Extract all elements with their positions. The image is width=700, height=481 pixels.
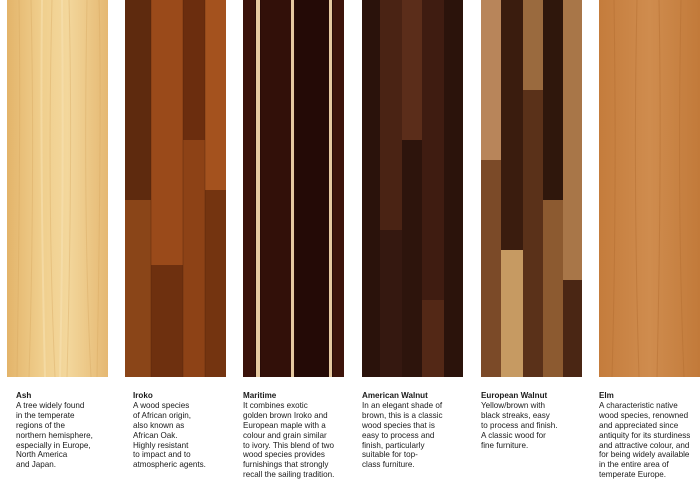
wood-description: A characteristic native wood species, renowned and appreciated since antiquity for its sturdiness and attractive colour, and for being widely available in the entire area of temperate Europe. — [599, 400, 691, 480]
iroko-swatch — [125, 0, 226, 377]
european-walnut-swatch — [481, 0, 582, 377]
maritime-caption — [243, 391, 334, 480]
wood-description: Yellow/brown with black streaks, easy to process and finish. A classic wood for fine furniture. — [481, 400, 558, 450]
wood-description: It combines exotic golden brown Iroko and European maple with a colour and grain similar to ivory. This blend of two wood species provides furnishings that strongly recall the sailing tradition. — [243, 400, 335, 480]
wood-description: In an elegant shade of brown, this is a classic wood species that is easy to process and finish, particularly suitable for top- class furniture. — [362, 400, 443, 470]
wood-name: European Walnut — [481, 391, 548, 400]
wood-description: A wood species of African origin, also known as African Oak. Highly resistant to impact and to atmospheric agents. — [133, 400, 206, 470]
wood-name: Iroko — [133, 391, 153, 400]
ash-grain-image — [7, 0, 108, 377]
elm-grain-image — [599, 0, 700, 377]
european-walnut-caption — [481, 391, 557, 450]
american-walnut-grain-image — [362, 0, 463, 377]
american-walnut-caption — [362, 391, 443, 470]
elm-caption — [599, 391, 690, 480]
ash-swatch — [7, 0, 108, 377]
wood-name: Maritime — [243, 391, 277, 400]
elm-swatch — [599, 0, 700, 377]
wood-name: Elm — [599, 391, 614, 400]
european-walnut-grain-image — [481, 0, 582, 377]
wood-name: Ash — [16, 391, 32, 400]
iroko-grain-image — [125, 0, 226, 377]
wood-name: American Walnut — [362, 391, 428, 400]
american-walnut-swatch — [362, 0, 463, 377]
ash-caption — [16, 391, 93, 470]
iroko-caption — [133, 391, 206, 470]
wood-description: A tree widely found in the temperate regions of the northern hemisphere, especially in Europe, North America and Japan. — [16, 400, 93, 470]
maritime-swatch — [243, 0, 344, 377]
maritime-grain-image — [243, 0, 344, 377]
